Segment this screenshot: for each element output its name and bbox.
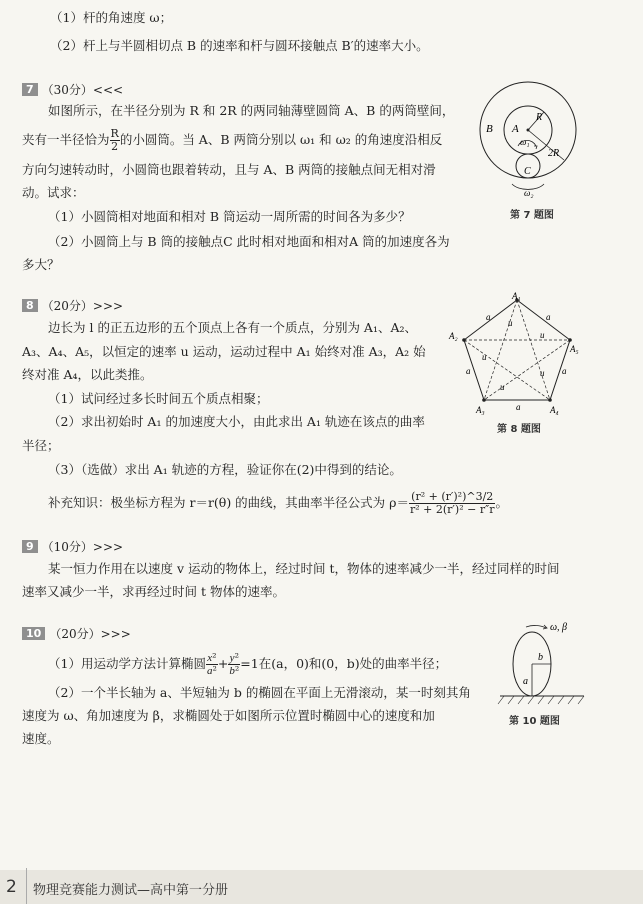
intro-item-1: （1）杆的角速度 ω；: [50, 10, 173, 25]
p10-question-2b: 速度为 ω、角加速度为 β，求椭圆处于如图所示位置时椭圆中心的速度和加: [22, 708, 435, 723]
formula-den: r² + 2(r′)² − r″r: [410, 503, 495, 516]
problem-score: （10分）>>>: [41, 540, 124, 554]
p8-question-2b: 半径；: [22, 438, 60, 453]
p7-line-1: 如图所示，在半径分别为 R 和 2R 的两同轴薄壁圆筒 A、B 的两筒壁间，: [48, 103, 455, 118]
fig8-side-a: a: [562, 366, 567, 376]
p10-question-2a: （2）一个半长轴为 a、半短轴为 b 的椭圆在平面上无滑滚动，某一时刻其角: [48, 685, 471, 700]
figure-10-caption: 第 10 题图: [509, 716, 560, 727]
p8-question-3: （3）（选做）求出 A₁ 轨迹的方程，验证你在(2)中得到的结论。: [48, 462, 402, 477]
p7-question-2a: （2）小圆筒上与 B 筒的接触点C 此时相对地面和相对A 筒的加速度各为: [48, 234, 450, 249]
problem-number: 7: [22, 83, 38, 96]
fig10-label-a: a: [523, 676, 528, 687]
fig8-label-A5: A₅: [570, 344, 579, 354]
fig8-side-a: a: [466, 366, 471, 376]
formula-period: 。: [495, 495, 508, 510]
problem-9-header: [22, 537, 123, 557]
p8-line-2: A₃、A₄、A₅，以恒定的速率 u 运动，运动过程中 A₁ 始终对准 A₃，A₂ 始: [22, 344, 426, 359]
p8-line-1: 边长为 l 的正五边形的五个顶点上各有一个质点，分别为 A₁、A₂、: [48, 320, 417, 335]
p9-line-2: 速率又减少一半，求再经过时间 t 物体的速率。: [22, 584, 285, 599]
p7-line-2a: 夹有一半径恰为: [22, 132, 110, 147]
figure-7-caption: 第 7 题图: [510, 210, 554, 221]
fig8-label-A3: A₃: [476, 405, 485, 415]
p7-line-4: 动。试求：: [22, 185, 85, 200]
fig7-label-2R: 2R: [548, 148, 560, 159]
fig8-velocity-u: u: [482, 352, 487, 362]
fig8-label-A2: A₂: [449, 331, 458, 341]
problem-number: 9: [22, 540, 38, 553]
fraction-r-over-2: [110, 128, 120, 153]
problem-score: （30分）<<<: [41, 83, 124, 97]
footer-divider: [26, 868, 27, 904]
figure-8: [450, 292, 580, 414]
page-number: 2: [6, 877, 17, 897]
p7-question-2b: 多大？: [22, 257, 60, 272]
frac-num: R: [110, 127, 119, 140]
fig10-label-omega-beta: ω, β: [550, 622, 568, 633]
p10-question-1a: （1）用运动学方法计算椭圆: [48, 656, 206, 671]
fig8-velocity-u: u: [540, 368, 545, 378]
figure-10: [496, 620, 586, 708]
p7-question-1: （1）小圆筒相对地面和相对 B 筒运动一周所需的时间各为多少？: [48, 209, 411, 224]
p10-question-1: （1）用运动学方法计算椭圆 $\frac{\text{x²}}{\text{a²}}$ + $\frac{\text{y²}}{\text{b²}}$ =1在(a，0)和(0，b)处的曲率半径；: [48, 651, 448, 677]
fig8-velocity-u: u: [540, 330, 545, 340]
formula-num: (r² + (r′)²)^3/2: [409, 491, 495, 504]
fig8-side-a: a: [546, 312, 551, 322]
fig7-label-C: C: [524, 166, 531, 177]
problem-10-header: [22, 624, 131, 644]
fig10-label-b: b: [538, 652, 543, 663]
p8-question-2a: （2）求出初始时 A₁ 的加速度大小，由此求出 A₁ 轨迹在该点的曲率: [48, 414, 425, 429]
figure-8-caption: 第 8 题图: [497, 424, 541, 435]
p8-line-3: 终对准 A₄，以此类推。: [22, 367, 153, 382]
p7-line-2b: 的小圆筒。当 A、B 两筒分别以 ω₁ 和 ω₂ 的角速度沿相反: [119, 132, 443, 147]
problem-number: 10: [22, 627, 45, 640]
p8-question-1: （1）试问经过多长时间五个质点相聚；: [48, 391, 269, 406]
p8-supplement-text: 补充知识：极坐标方程为 r＝r(θ) 的曲线，其曲率半径公式为 ρ＝: [48, 495, 409, 510]
fig7-label-A: A: [512, 123, 519, 135]
problem-number: 8: [22, 299, 38, 312]
fig7-label-B: B: [486, 123, 493, 135]
fig7-label-R: R: [536, 112, 543, 123]
intro-item-2: （2）杆上与半圆相切点 B 的速率和杆与圆环接触点 B′的速率大小。: [50, 38, 429, 53]
ellipse-term-x: $\frac{\text{x²}}{\text{a²}}$: [206, 651, 217, 677]
fig8-side-a: a: [516, 402, 521, 412]
problem-score: （20分）>>>: [49, 627, 131, 641]
p10-question-1b: 在(a，0)和(0，b)处的曲率半径；: [258, 656, 448, 671]
p8-supplement: [48, 491, 508, 516]
problem-7-header: [22, 80, 123, 100]
fig8-label-A1: A₁: [512, 291, 521, 301]
p9-line-1: 某一恒力作用在以速度 v 运动的物体上，经过时间 t，物体的速率减少一半，经过同样的时间: [48, 561, 560, 576]
fig8-velocity-u: u: [500, 382, 505, 392]
p7-line-2: [22, 128, 442, 153]
fig7-label-w1: ω₁: [520, 137, 530, 147]
problem-8-header: [22, 296, 123, 316]
frac-den: 2: [111, 140, 119, 153]
p10-question-2c: 速度。: [22, 731, 60, 746]
fig7-label-w2: ω₂: [524, 188, 534, 198]
curvature-formula: [409, 491, 495, 516]
book-title: 物理竞赛能力测试—高中第一分册: [33, 883, 229, 898]
p7-line-3: 方向匀速转动时，小圆筒也跟着转动，且与 A、B 两筒的接触点间无相对滑: [22, 162, 436, 177]
problem-score: （20分）>>>: [41, 299, 124, 313]
fig8-label-A4: A₄: [550, 405, 559, 415]
ellipse-term-y: $\frac{\text{y²}}{\text{b²}}$: [229, 651, 240, 677]
figure-7: [478, 80, 578, 198]
fig8-velocity-u: u: [508, 318, 513, 328]
fig8-side-a: a: [486, 312, 491, 322]
